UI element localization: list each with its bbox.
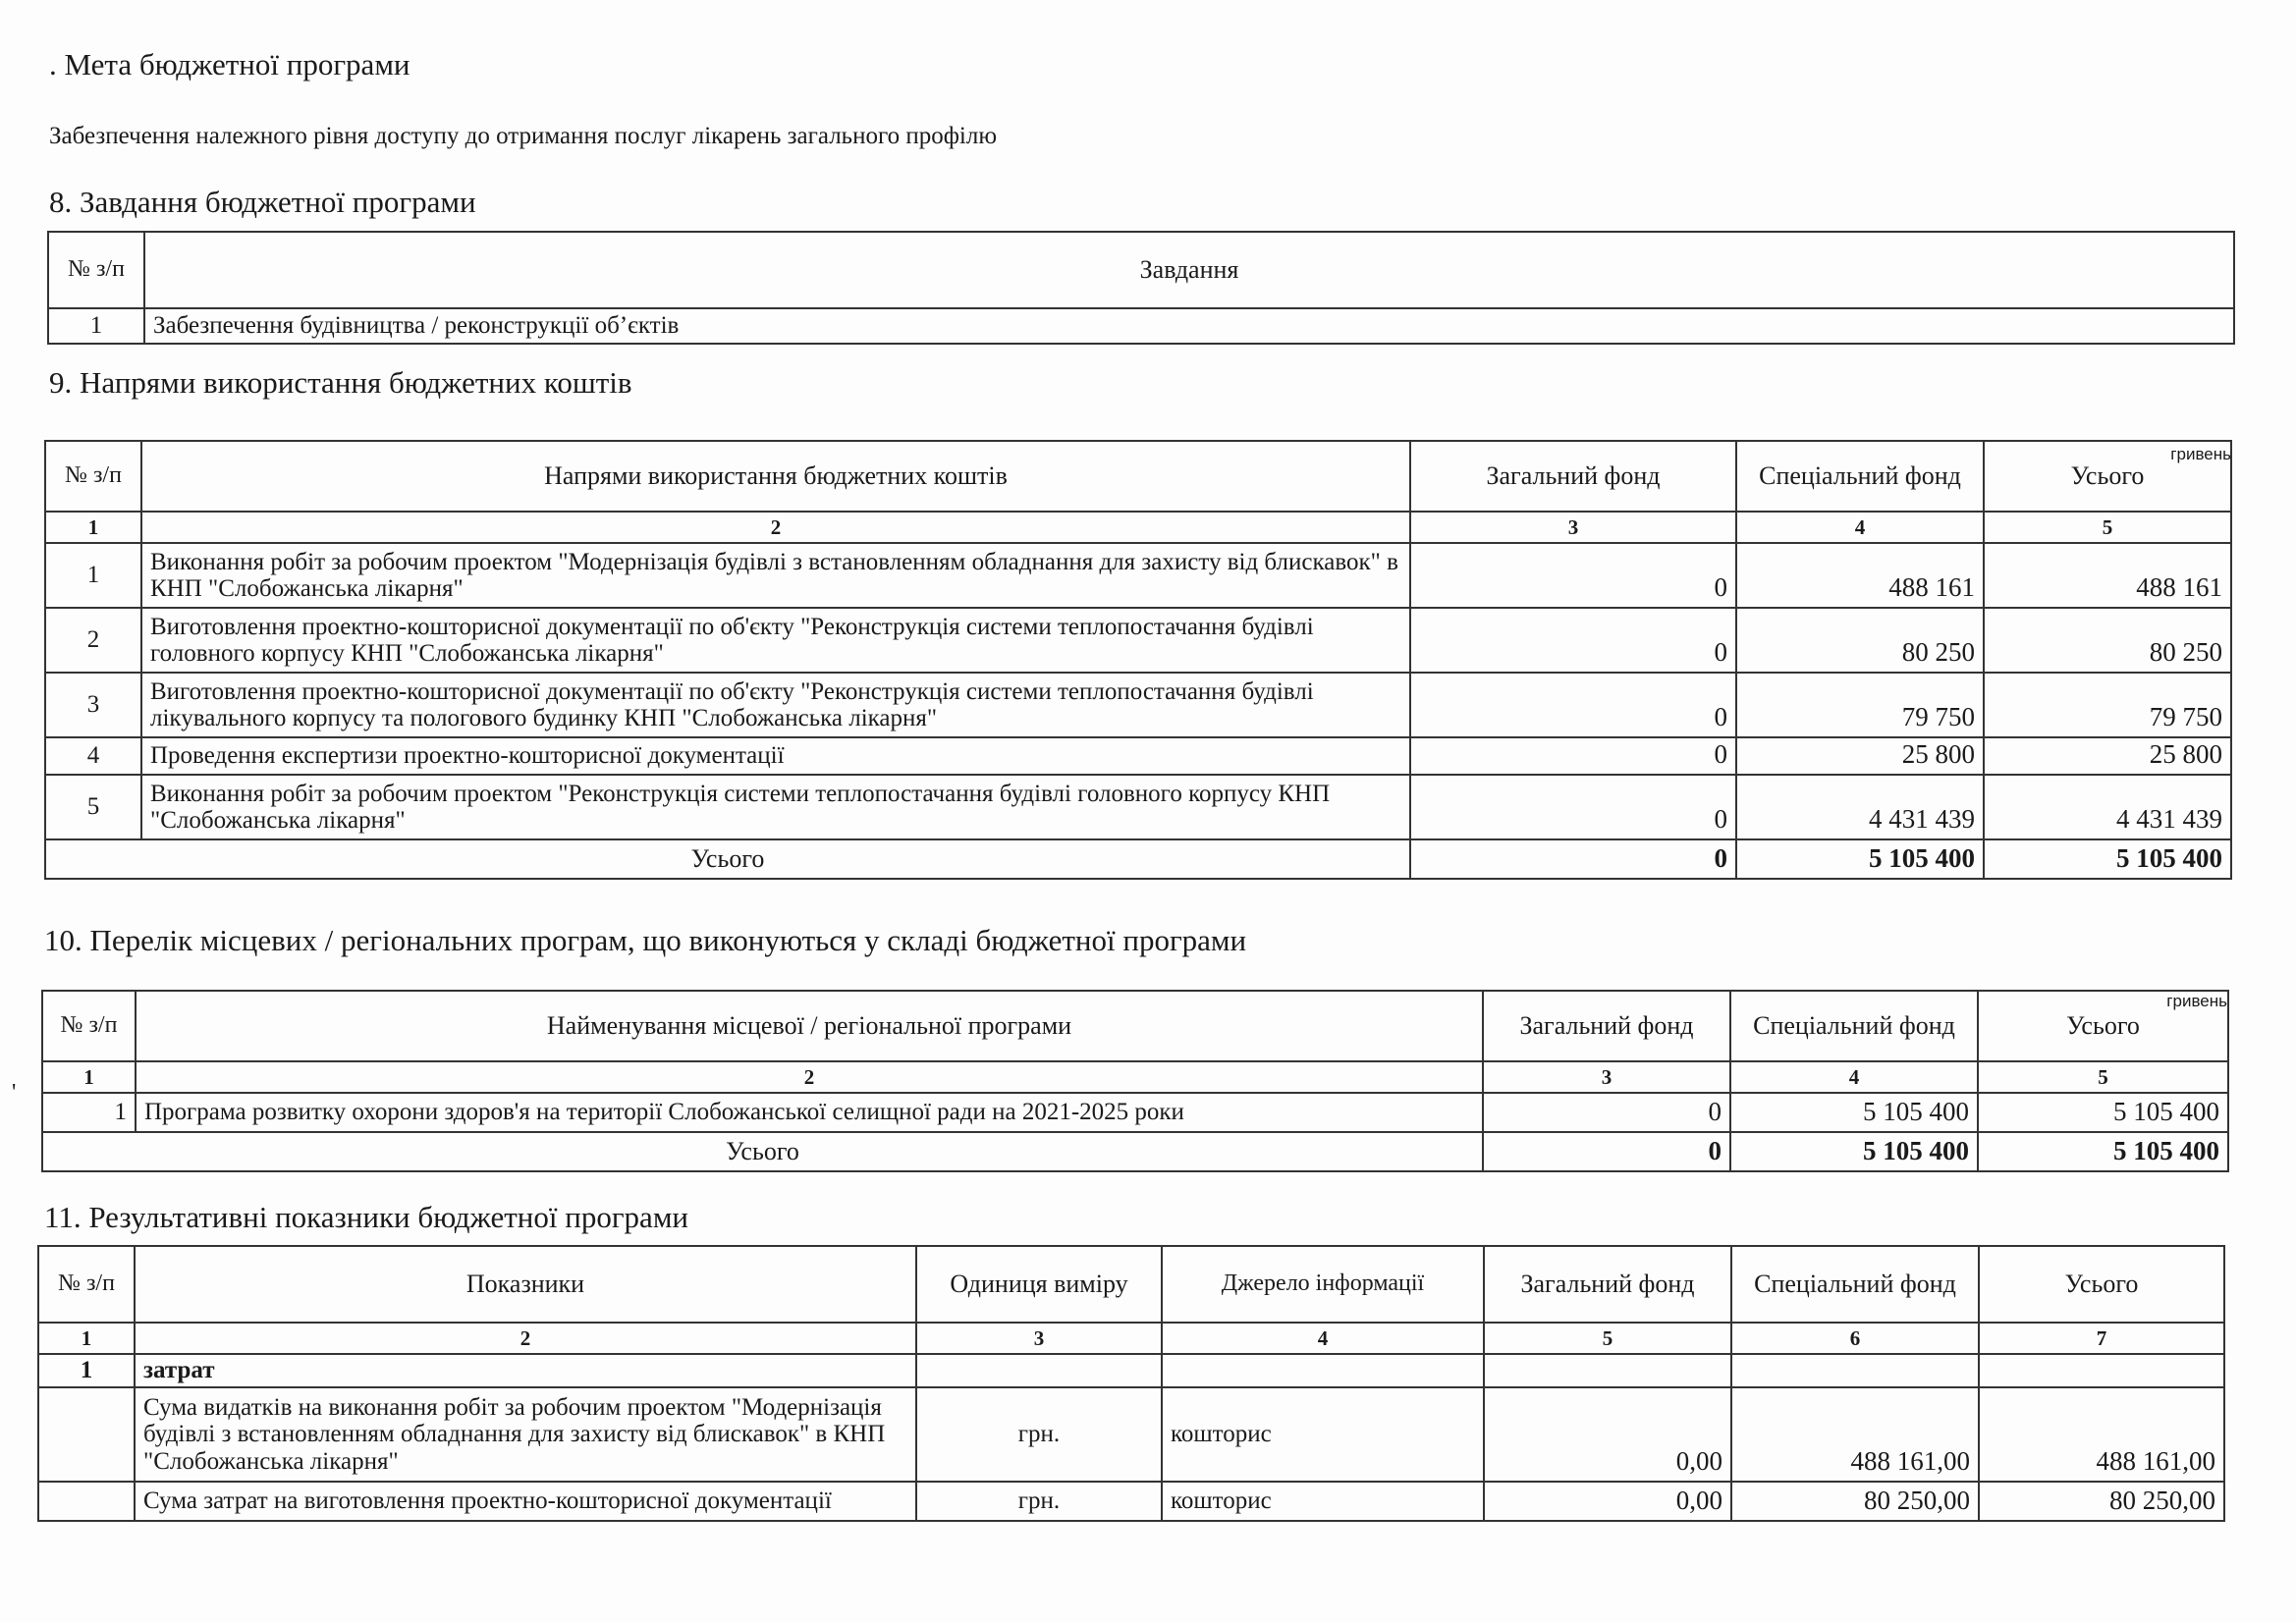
col-no-header: № з/п (45, 441, 141, 512)
row-general-fund: 0,00 (1484, 1482, 1731, 1521)
margin-mark: ' (12, 1080, 17, 1106)
table-row (38, 1482, 2224, 1521)
total-row (42, 1132, 2228, 1171)
row-total: 25 800 (1984, 737, 2231, 775)
col-general-fund-header: Загальний фонд (1483, 991, 1730, 1061)
row-no: 1 (42, 1093, 136, 1132)
col-program-header: Найменування місцевої / регіональної програми (136, 991, 1483, 1061)
row-special-fund: 25 800 (1736, 737, 1984, 775)
table-row (42, 1093, 2228, 1132)
row-indicator: Сума затрат на виготовлення проектно-кошторисної документації (135, 1482, 916, 1521)
table-row (38, 1387, 2224, 1482)
col-unit-header: Одиниця виміру (916, 1246, 1162, 1323)
indicators-table (37, 1245, 2225, 1522)
group-no: 1 (38, 1354, 135, 1387)
row-total: 80 250,00 (1979, 1482, 2224, 1521)
col-total-header: Усього (1979, 1246, 2224, 1323)
total-general-fund: 0 (1483, 1132, 1730, 1171)
section11-heading: 11. Результативні показники бюджетної програми (44, 1200, 689, 1234)
empty-cell (38, 1482, 135, 1521)
row-special-fund: 5 105 400 (1730, 1093, 1978, 1132)
empty-cell (1484, 1354, 1731, 1387)
row-source: кошторис (1162, 1387, 1484, 1482)
programs-table (41, 990, 2229, 1172)
row-no: 1 (45, 543, 141, 608)
table-row (45, 608, 2231, 673)
total-label: Усього (45, 839, 1410, 879)
row-indicator: Сума видатків на виконання робіт за робочим проектом "Модернізація будівлі з встановленням обладнання для захисту від блискавок" в КНП "Слобожанська лікарня" (135, 1387, 916, 1482)
row-general-fund: 0 (1483, 1093, 1730, 1132)
section10-heading: 10. Перелік місцевих / регіональних програм, що виконуються у складі бюджетної програми (44, 923, 1247, 957)
col-no-header: № з/п (42, 991, 136, 1061)
index-row (38, 1323, 2224, 1354)
group-row (38, 1354, 2224, 1387)
col-source-header: Джерело інформації (1162, 1246, 1484, 1323)
col-special-fund-header: Спеціальний фонд (1731, 1246, 1979, 1323)
empty-cell (1979, 1354, 2224, 1387)
row-source: кошторис (1162, 1482, 1484, 1521)
index-cell: 2 (141, 512, 1410, 543)
index-cell: 3 (916, 1323, 1162, 1354)
row-total: 488 161,00 (1979, 1387, 2224, 1482)
total-total: 5 105 400 (1978, 1132, 2228, 1171)
index-cell: 4 (1730, 1061, 1978, 1093)
index-cell: 5 (1484, 1323, 1731, 1354)
row-special-fund: 4 431 439 (1736, 775, 1984, 839)
index-cell: 7 (1979, 1323, 2224, 1354)
empty-cell (38, 1387, 135, 1482)
col-task-header: Завдання (144, 232, 2234, 308)
index-row (45, 512, 2231, 543)
row-no: 2 (45, 608, 141, 673)
row-special-fund: 488 161 (1736, 543, 1984, 608)
row-special-fund: 488 161,00 (1731, 1387, 1979, 1482)
index-cell: 4 (1736, 512, 1984, 543)
row-total: 4 431 439 (1984, 775, 2231, 839)
col-special-fund-header: Спеціальний фонд (1730, 991, 1978, 1061)
col-no-header: № з/п (48, 232, 144, 308)
section9-unit: гривень (2170, 445, 2231, 463)
index-cell: 3 (1483, 1061, 1730, 1093)
row-task: Забезпечення будівництва / реконструкції об’єктів (144, 308, 2234, 344)
index-cell: 6 (1731, 1323, 1979, 1354)
index-cell: 5 (1978, 1061, 2228, 1093)
row-direction: Виготовлення проектно-кошторисної документації по об'єкту "Реконструкція системи теплопостачання будівлі лікувального корпусу та пологового будинку КНП "Слобожанська лікарня" (141, 673, 1410, 737)
row-total: 80 250 (1984, 608, 2231, 673)
row-total: 5 105 400 (1978, 1093, 2228, 1132)
row-total: 488 161 (1984, 543, 2231, 608)
col-direction-header: Напрями використання бюджетних коштів (141, 441, 1410, 512)
total-row (45, 839, 2231, 879)
index-cell: 5 (1984, 512, 2231, 543)
section9-heading: 9. Напрями використання бюджетних коштів (49, 365, 632, 400)
row-special-fund: 80 250,00 (1731, 1482, 1979, 1521)
row-no: 3 (45, 673, 141, 737)
section10-unit: гривень (2166, 992, 2227, 1010)
index-cell: 2 (136, 1061, 1483, 1093)
total-special-fund: 5 105 400 (1736, 839, 1984, 879)
row-special-fund: 79 750 (1736, 673, 1984, 737)
row-general-fund: 0 (1410, 608, 1736, 673)
index-cell: 2 (135, 1323, 916, 1354)
index-row (42, 1061, 2228, 1093)
row-general-fund: 0,00 (1484, 1387, 1731, 1482)
row-direction: Виконання робіт за робочим проектом "Реконструкція системи теплопостачання будівлі головного корпусу КНП "Слобожанська лікарня" (141, 775, 1410, 839)
row-general-fund: 0 (1410, 775, 1736, 839)
index-cell: 3 (1410, 512, 1736, 543)
directions-table (44, 440, 2232, 880)
col-total-header: Усього (1984, 441, 2231, 512)
row-unit: грн. (916, 1482, 1162, 1521)
index-cell: 4 (1162, 1323, 1484, 1354)
table-row (45, 543, 2231, 608)
table-row (45, 775, 2231, 839)
row-direction: Проведення експертизи проектно-кошторисної документації (141, 737, 1410, 775)
table-row (48, 308, 2234, 344)
group-name: затрат (135, 1354, 916, 1387)
section8-heading: 8. Завдання бюджетної програми (49, 185, 476, 219)
table-row (45, 673, 2231, 737)
section7-goal: Забезпечення належного рівня доступу до отримання послуг лікарень загального профілю (49, 123, 998, 149)
row-general-fund: 0 (1410, 673, 1736, 737)
col-indicator-header: Показники (135, 1246, 916, 1323)
row-direction: Виконання робіт за робочим проектом "Модернізація будівлі з встановленням обладнання для захисту від блискавок" в КНП "Слобожанська лікарня" (141, 543, 1410, 608)
total-label: Усього (42, 1132, 1483, 1171)
total-special-fund: 5 105 400 (1730, 1132, 1978, 1171)
index-cell: 1 (42, 1061, 136, 1093)
index-cell: 1 (45, 512, 141, 543)
section7-heading: . Мета бюджетної програми (49, 47, 410, 81)
row-total: 79 750 (1984, 673, 2231, 737)
empty-cell (916, 1354, 1162, 1387)
row-no: 1 (48, 308, 144, 344)
table-row (45, 737, 2231, 775)
row-direction: Виготовлення проектно-кошторисної документації по об'єкту "Реконструкція системи теплопостачання будівлі головного корпусу КНП "Слобожанська лікарня" (141, 608, 1410, 673)
row-no: 5 (45, 775, 141, 839)
row-special-fund: 80 250 (1736, 608, 1984, 673)
total-general-fund: 0 (1410, 839, 1736, 879)
empty-cell (1162, 1354, 1484, 1387)
row-program: Програма розвитку охорони здоров'я на території Слобожанської селищної ради на 2021-2025 роки (136, 1093, 1483, 1132)
empty-cell (1731, 1354, 1979, 1387)
tasks-table (47, 231, 2235, 345)
index-cell: 1 (38, 1323, 135, 1354)
row-general-fund: 0 (1410, 543, 1736, 608)
row-no: 4 (45, 737, 141, 775)
col-general-fund-header: Загальний фонд (1484, 1246, 1731, 1323)
col-special-fund-header: Спеціальний фонд (1736, 441, 1984, 512)
col-general-fund-header: Загальний фонд (1410, 441, 1736, 512)
total-total: 5 105 400 (1984, 839, 2231, 879)
col-total-header: Усього (1978, 991, 2228, 1061)
row-general-fund: 0 (1410, 737, 1736, 775)
col-no-header: № з/п (38, 1246, 135, 1323)
row-unit: грн. (916, 1387, 1162, 1482)
